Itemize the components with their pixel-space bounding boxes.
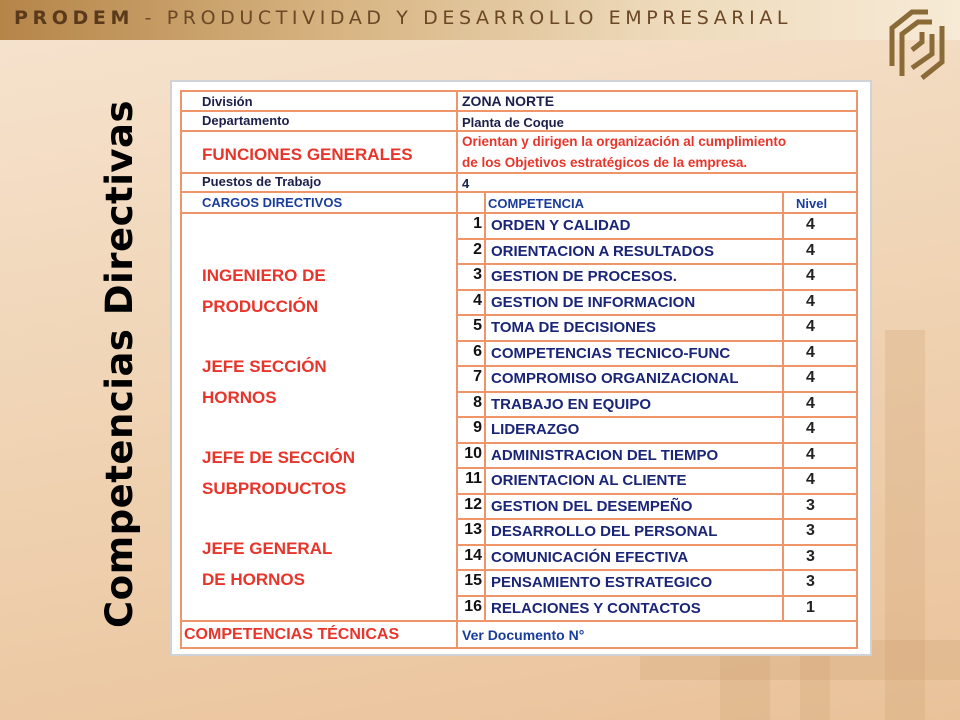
grid-line — [180, 647, 858, 649]
competencia-header: COMPETENCIA — [488, 196, 585, 211]
cargos-header: CARGOS DIRECTIVOS — [202, 195, 343, 210]
competencia-nivel: 3 — [806, 496, 815, 514]
competencia-nivel: 4 — [806, 292, 815, 310]
competencia-number: 3 — [473, 266, 482, 283]
competencia-nivel: 4 — [806, 394, 815, 412]
grid-line — [456, 518, 858, 520]
grid-line — [180, 172, 858, 174]
competencia-name: ADMINISTRACION DEL TIEMPO — [491, 446, 719, 464]
competencia-nivel: 1 — [806, 598, 815, 616]
grid-line — [456, 289, 858, 291]
competencia-number: 9 — [473, 419, 482, 436]
competencia-number: 11 — [465, 470, 482, 487]
grid-line — [180, 90, 858, 92]
grid-line — [456, 595, 858, 597]
competencia-number: 4 — [473, 291, 482, 309]
cargo-4 — [202, 533, 332, 595]
grid-line — [456, 544, 858, 546]
grid-line — [456, 467, 858, 469]
competencia-name: GESTION DEL DESEMPEÑO — [491, 497, 693, 515]
grid-line — [456, 416, 858, 418]
departamento-value: Planta de Coque — [462, 115, 564, 130]
grid-line — [180, 90, 182, 649]
division-label: División — [202, 94, 253, 109]
grid-line — [456, 569, 858, 571]
competencia-name: TOMA DE DECISIONES — [491, 319, 657, 336]
funciones-value-line2: de los Objetivos estratégicos de la empresa. — [462, 155, 748, 170]
grid-line — [484, 191, 486, 620]
grid-line — [456, 340, 858, 342]
competencia-name: ORIENTACION AL CLIENTE — [491, 472, 687, 489]
cargo-1-line2: PRODUCCIÓN — [202, 297, 319, 316]
departamento-label: Departamento — [202, 113, 290, 128]
competencia-nivel: 4 — [806, 420, 815, 437]
cargo-3-line2: SUBPRODUCTOS — [202, 479, 347, 498]
nivel-header: Nivel — [796, 196, 828, 211]
competencia-name: PENSAMIENTO ESTRATEGICO — [491, 574, 713, 591]
competencia-number: 8 — [473, 393, 482, 411]
tecnicas-value: Ver Documento N° — [462, 627, 585, 643]
competencia-nivel: 3 — [806, 573, 815, 590]
competencia-nivel: 4 — [806, 343, 815, 361]
header-brand: PRODEM — [14, 7, 134, 29]
competencia-name: COMPETENCIAS TECNICO-FUNC — [491, 344, 731, 362]
cargo-1 — [202, 260, 326, 322]
competency-table-panel — [170, 80, 872, 656]
competencia-number: 10 — [464, 444, 482, 462]
grid-line — [180, 130, 858, 132]
cargo-3 — [202, 442, 355, 504]
competencia-nivel: 4 — [806, 369, 815, 386]
puestos-value: 4 — [462, 176, 470, 191]
competencia-name: COMPROMISO ORGANIZACIONAL — [491, 370, 739, 387]
competencia-number: 2 — [473, 240, 482, 258]
cargo-1-line1: INGENIERO DE — [202, 266, 326, 285]
grid-line — [180, 191, 858, 193]
competencia-number: 12 — [464, 495, 482, 513]
competencia-number: 16 — [464, 597, 482, 615]
grid-line — [456, 314, 858, 316]
competencia-number: 15 — [464, 572, 482, 589]
competencia-name: TRABAJO EN EQUIPO — [491, 395, 652, 413]
side-title: Competencias Directivas — [98, 100, 141, 628]
funciones-label: FUNCIONES GENERALES — [202, 145, 413, 164]
competency-table — [180, 90, 864, 650]
competencia-nivel: 4 — [806, 318, 815, 335]
competencia-name: GESTION DE PROCESOS. — [491, 268, 677, 285]
cargo-4-line1: JEFE GENERAL — [202, 539, 333, 558]
grid-line — [856, 90, 858, 649]
tecnicas-label: COMPETENCIAS TÉCNICAS — [184, 626, 400, 643]
competencia-nivel: 4 — [806, 216, 815, 233]
grid-line — [456, 365, 858, 367]
competencia-name: ORDEN Y CALIDAD — [491, 217, 631, 234]
cargo-4-line2: DE HORNOS — [202, 570, 305, 589]
competencia-number: 6 — [473, 342, 482, 360]
grid-line — [782, 191, 784, 620]
competencia-number: 14 — [464, 546, 482, 564]
cargo-3-line1: JEFE DE SECCIÓN — [202, 448, 356, 467]
competencia-nivel: 4 — [806, 241, 815, 259]
competencia-nivel: 3 — [806, 522, 815, 539]
grid-line — [180, 212, 858, 214]
competencia-nivel: 4 — [806, 267, 815, 284]
puestos-label: Puestos de Trabajo — [202, 174, 322, 189]
grid-line — [456, 90, 458, 649]
grid-line — [456, 442, 858, 444]
cargo-2-line1: JEFE SECCIÓN — [202, 357, 327, 376]
competencia-name: COMUNICACIÓN EFECTIVA — [491, 548, 689, 566]
header-title — [14, 7, 792, 29]
competencia-name: ORIENTACION A RESULTADOS — [491, 242, 715, 260]
competencia-nivel: 3 — [806, 547, 815, 565]
competencia-name: GESTION DE INFORMACION — [491, 293, 696, 311]
competencia-number: 13 — [464, 521, 482, 538]
header-subtitle: - PRODUCTIVIDAD Y DESARROLLO EMPRESARIAL — [144, 7, 793, 29]
competencia-name: LIDERAZGO — [491, 421, 580, 438]
competencia-name: DESARROLLO DEL PERSONAL — [491, 523, 718, 540]
competencia-number: 1 — [473, 215, 482, 232]
competencia-number: 7 — [473, 368, 482, 385]
grid-line — [180, 110, 858, 112]
grid-line — [456, 391, 858, 393]
prodem-logo-icon — [884, 6, 952, 84]
grid-line — [456, 493, 858, 495]
cargo-2-line2: HORNOS — [202, 388, 277, 407]
cargo-2 — [202, 351, 327, 413]
grid-line — [456, 620, 858, 622]
grid-line — [456, 238, 858, 240]
header-band — [0, 0, 960, 40]
division-value: ZONA NORTE — [462, 93, 555, 109]
competencia-name: RELACIONES Y CONTACTOS — [491, 599, 701, 617]
competencia-nivel: 4 — [806, 471, 815, 488]
funciones-value-line1: Orientan y dirigen la organización al cumplimiento — [462, 134, 787, 149]
grid-line — [456, 263, 858, 265]
competencia-nivel: 4 — [806, 445, 815, 463]
competencia-number: 5 — [473, 317, 482, 334]
